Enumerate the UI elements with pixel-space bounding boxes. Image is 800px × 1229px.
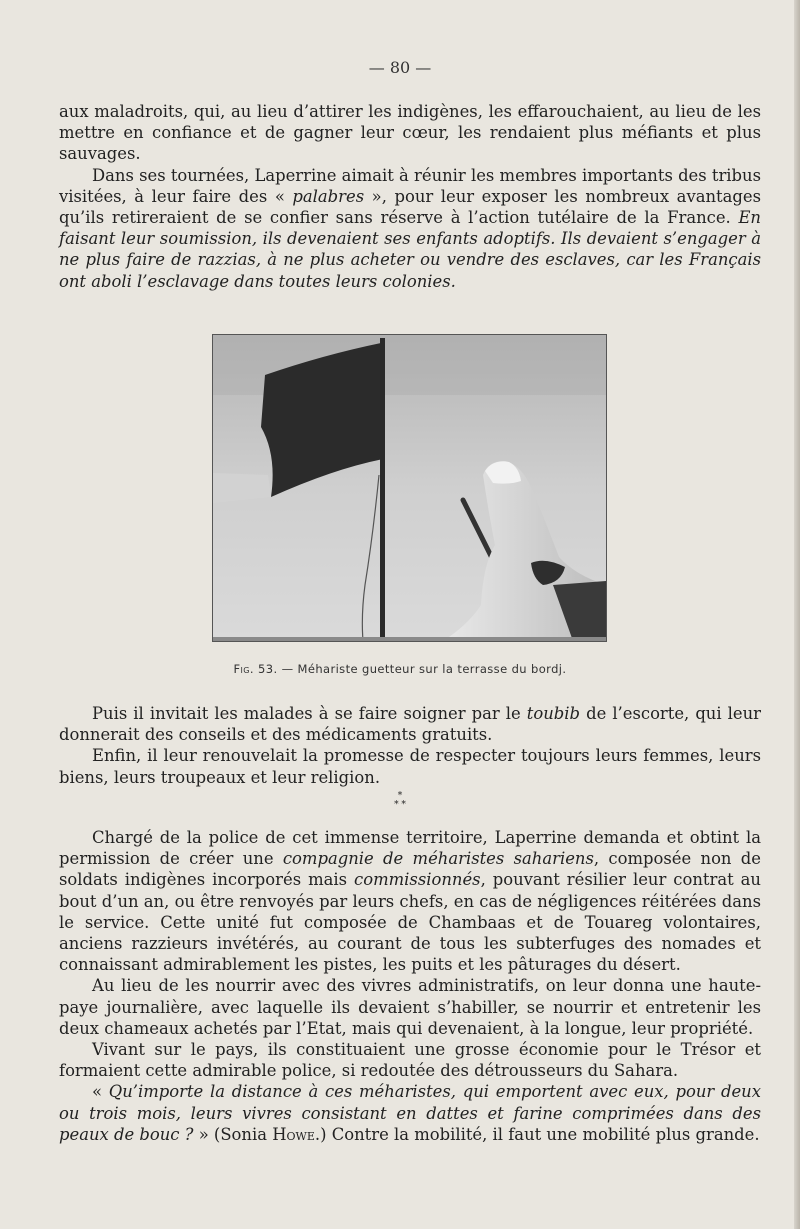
figure-photo (212, 334, 607, 642)
text-block-middle (59, 703, 761, 788)
flag-pole (380, 338, 385, 641)
paragraph: Dans ses tournées, Laperrine aimait à réunir les membres importants des tribus visitées, à leur faire des « palabres », pour leur exposer les nombreux avantages qu’ils retireraient de se confier sans réserve à l’action tutélaire de la France. En faisant leur soumission, ils devenaient ses enfants adoptifs. Ils devaient s’engager à ne plus faire de razzias, à ne plus acheter ou vendre des esclaves, car les Français ont aboli l’esclavage dans toutes leurs colonies. (59, 165, 762, 291)
paragraph: aux maladroits, qui, au lieu d’attirer les indigènes, les effarouchaient, au lieu de les mettre en confiance et de gagner leur cœur, les rendaient plus méfiants et plus sauvages. (59, 102, 761, 164)
paragraph: Enfin, il leur renouvelait la promesse de respecter toujours leurs femmes, leurs biens, leurs troupeaux et leur religion. (59, 746, 761, 787)
photo-meharist-lookout (213, 335, 606, 641)
page-edge (794, 0, 800, 1229)
page-number: — 80 — (368, 58, 432, 77)
text-block-bottom (59, 827, 761, 1145)
paragraph: Chargé de la police de cet immense territoire, Laperrine demanda et obtint la permission de créer une compagnie de méharistes sahariens, composée non de soldats indigènes incorporés mais commissionnés, pouvant résilier leur contrat au bout d’un an, ou être renvoyés par leurs chefs, en cas de négligences réitérées dans le service. Cette unité fut composée de Chambaas et de Touareg volontaires, anciens razzieurs invétérés, au courant de tous les subterfuges des nomades et connaissant admirablement les pistes, les puits et les pâturages du désert. (59, 828, 762, 975)
paragraph: Puis il invitait les malades à se faire soigner par le toubib de l’escorte, qui leur donnerait des conseils et des médicaments gratuits. (59, 704, 761, 745)
figure-caption: Fig. 53. — Méhariste guetteur sur la terrasse du bordj. (233, 662, 567, 676)
paragraph: Vivant sur le pays, ils constituaient une grosse économie pour le Trésor et formaient cette admirable police, si redoutée des détrousseurs du Sahara. (59, 1040, 761, 1081)
text-block-top (59, 101, 761, 292)
section-separator: * * * (394, 791, 406, 810)
quote-paragraph: « Qu’importe la distance à ces méharistes, qui emportent avec eux, pour deux ou trois mois, leurs vivres consistant en dattes et farine comprimées dans des peaux de bouc ? » (Sonia Howe.) Contre la mobilité, il faut une mobilité plus grande. (59, 1082, 761, 1144)
paragraph: Au lieu de les nourrir avec des vivres administratifs, on leur donna une haute-paye journalière, avec laquelle ils devaient s’habiller, se nourrir et entretenir les deux chameaux achetés par l’Etat, mais qui devenaient, à la longue, leur propriété. (59, 976, 761, 1038)
